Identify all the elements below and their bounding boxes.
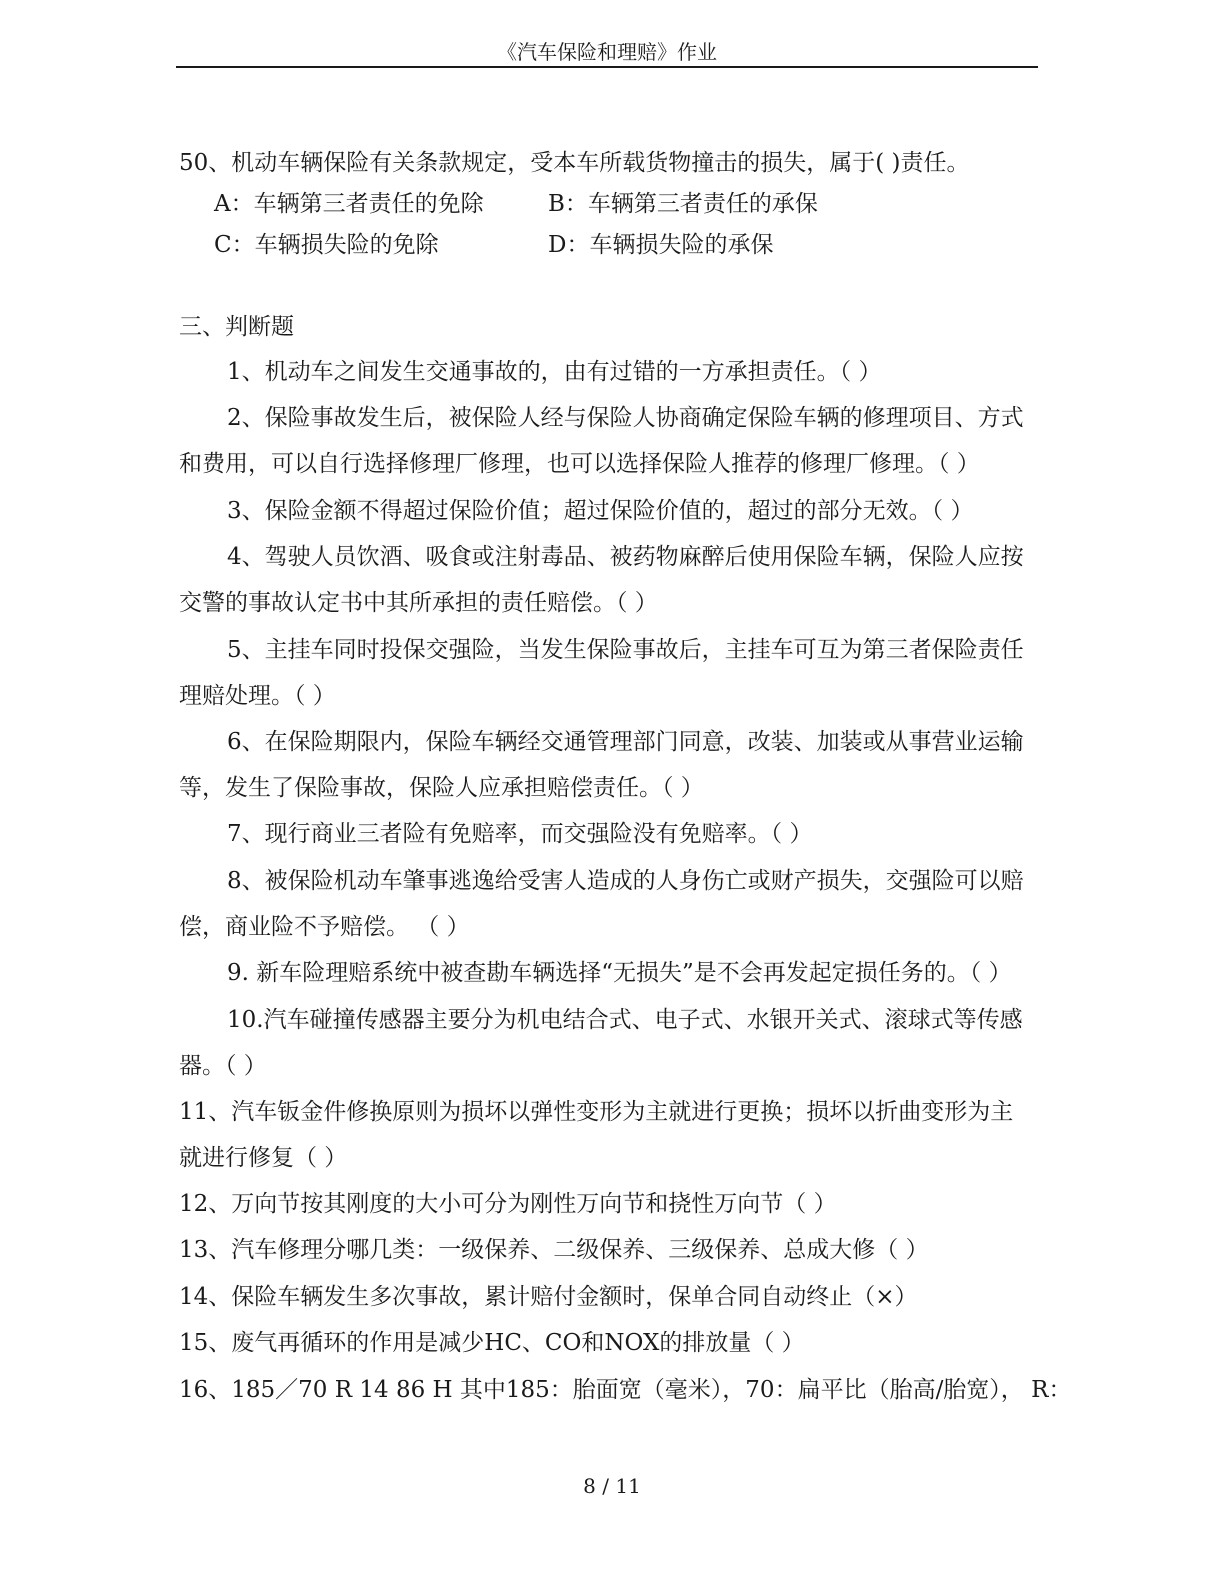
judgment-line: 偿，商业险不予赔偿。 （ ） bbox=[179, 914, 470, 940]
judgment-line: 14、保险车辆发生多次事故，累计赔付金额时，保单合同自动终止（×） bbox=[179, 1284, 918, 1310]
option-b: B：车辆第三者责任的承保 bbox=[548, 191, 818, 217]
header-divider bbox=[176, 66, 1038, 68]
judgment-line: 6、在保险期限内，保险车辆经交通管理部门同意，改装、加装或从事营业运输 bbox=[227, 729, 1024, 755]
judgment-line: 9. 新车险理赔系统中被查勘车辆选择“无损失”是不会再发起定损任务的。（ ） bbox=[227, 960, 1012, 986]
judgment-line: 16、185／70 R 14 86 H 其中185：胎面宽（毫米），70：扁平比（胎高/胎宽）， R： bbox=[179, 1377, 1072, 1403]
option-c: C：车辆损失险的免除 bbox=[214, 232, 439, 258]
option-a: A：车辆第三者责任的免除 bbox=[214, 191, 484, 217]
judgment-line: 7、现行商业三者险有免赔率，而交强险没有免赔率。（ ） bbox=[227, 821, 813, 847]
judgment-line: 和费用，可以自行选择修理厂修理，也可以选择保险人推荐的修理厂修理。（ ） bbox=[179, 451, 980, 477]
judgment-line: 11、汽车钣金件修换原则为损坏以弹性变形为主就进行更换；损坏以折曲变形为主 bbox=[179, 1099, 1014, 1125]
judgment-line: 8、被保险机动车肇事逃逸给受害人造成的人身伤亡或财产损失，交强险可以赔 bbox=[227, 868, 1024, 894]
judgment-line: 等，发生了保险事故，保险人应承担赔偿责任。（ ） bbox=[179, 775, 704, 801]
judgment-line: 12、万向节按其刚度的大小可分为刚性万向节和挠性万向节（ ） bbox=[179, 1191, 837, 1217]
judgment-line: 就进行修复（ ） bbox=[179, 1145, 348, 1171]
judgment-line: 1、机动车之间发生交通事故的，由有过错的一方承担责任。（ ） bbox=[227, 359, 882, 385]
judgment-line: 3、保险金额不得超过保险价值；超过保险价值的，超过的部分无效。（ ） bbox=[227, 498, 974, 524]
page-header: 《汽车保险和理赔》作业 bbox=[497, 40, 717, 64]
judgment-line: 2、保险事故发生后，被保险人经与保险人协商确定保险车辆的修理项目、方式 bbox=[227, 405, 1024, 431]
page-number: 8 / 11 bbox=[583, 1474, 641, 1498]
question-50-stem: 50、机动车辆保险有关条款规定，受本车所载货物撞击的损失，属于( )责任。 bbox=[179, 150, 970, 176]
judgment-line: 15、废气再循环的作用是减少HC、CO和NOX的排放量（ ） bbox=[179, 1330, 805, 1356]
option-d: D：车辆损失险的承保 bbox=[548, 232, 774, 258]
section-title: 三、判断题 bbox=[179, 314, 294, 340]
judgment-line: 交警的事故认定书中其所承担的责任赔偿。（ ） bbox=[179, 590, 658, 616]
judgment-line: 4、驾驶人员饮酒、吸食或注射毒品、被药物麻醉后使用保险车辆，保险人应按 bbox=[227, 544, 1024, 570]
judgment-line: 5、主挂车同时投保交强险，当发生保险事故后，主挂车可互为第三者保险责任 bbox=[227, 637, 1024, 663]
judgment-line: 器。（ ） bbox=[179, 1053, 267, 1079]
judgment-line: 13、汽车修理分哪几类：一级保养、二级保养、三级保养、总成大修（ ） bbox=[179, 1237, 929, 1263]
judgment-line: 10.汽车碰撞传感器主要分为机电结合式、电子式、水银开关式、滚球式等传感 bbox=[227, 1007, 1023, 1033]
judgment-line: 理赔处理。（ ） bbox=[179, 683, 336, 709]
